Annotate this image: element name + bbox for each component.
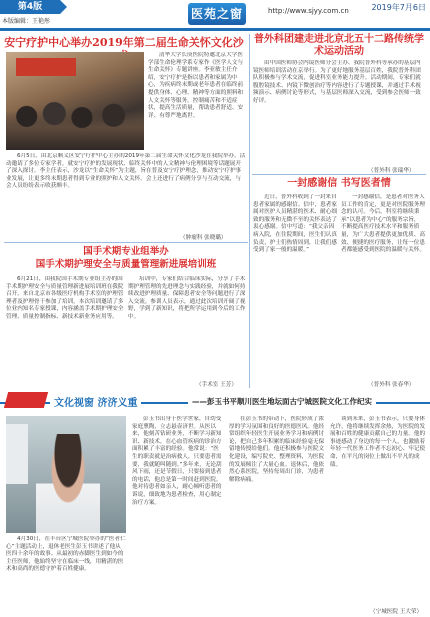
article4-body-left: 6月21日，由我院国手术期专业组主办的国手术期护理安全与质量管理新进展培训班在我院召开。来自北京市各级医疗机构手术室的护理管理者及护理骨干参加了培训。本次培训邀请了多位业内知名专家授课，内容涵盖手术期护理安全管理、质量控制指标、新技术新业务应用等。	[6, 276, 124, 320]
doctor-portrait	[36, 434, 100, 533]
feature-body-col1: 4月30日，在丰台区宁城医院举办的“医者仁心”主题活动上，退休老医生彭玉书讲述了他从医四十余年的故事。从最初的赤脚医生到如今的主任医师，他始终坚守在临床一线，用精湛的医术和高尚的医德守护着百姓健康。	[6, 536, 126, 573]
doctor-photo	[6, 416, 126, 533]
audience-silhouettes	[6, 94, 144, 150]
feature-title: ——彭玉书平顺川医生地坛面古宁城医院文化工作纪实	[188, 396, 376, 407]
feature-banner	[0, 392, 430, 412]
column-divider	[249, 34, 250, 388]
article2-body: 由中国医师协会内镜医师分会主办、我院普外科等承办的基层内镜医师培训活动在京举行。为了更好地服务基层百姓，我院普外科团队积极参与学术交流，促进科室业务能力提升。活动期间，专家们就腹腔镜技术、内镜下微创治疗等内容进行了专题授课，并通过手术视频演示、病例讨论等形式，与基层医师深入交流，受到参会医师一致好评。	[253, 60, 421, 104]
banner-tag-shape	[4, 392, 48, 408]
feature-body-col2: 彭玉书出身于医学世家，自幼受家庭熏陶，立志悬壶济世。从医以来，他刻苦钻研业务，不断学习新知识、新技术，在心血管疾病的诊治方面积累了丰富的经验。他常说：“医生的职责就是治病救人，只要患者需要，我就随叫随到。”多年来，无论刮风下雨，还是节假日，只要接到患者的电话，他总是第一时间赶到医院。他对待患者如亲人，耐心倾听患者的诉说，细致地为患者检查，用心制定治疗方案。	[132, 416, 222, 506]
feature-body-col4: 谈到未来，彭玉书表示，只要身体允许，他将继续发挥余热，为医院的发展和百姓的健康贡献自己的力量。他的事迹感动了身边的每一个人，也激励着年轻一代医务工作者不忘初心、牢记使命，在平凡的岗位上做出不平凡的成绩。	[330, 416, 426, 468]
article3-title: 一封感谢信 书写医者情	[287, 178, 391, 189]
masthead	[0, 0, 430, 30]
feature-credit: （宁城医院 王大荣）	[370, 609, 423, 615]
article3-body-right: 一封感谢信，是患者对医务人员工作的肯定，更是对医院服务理念的认可。今后，科室将继续秉承“以患者为中心”的服务宗旨，不断提高医疗技术水平和服务质量，为广大患者提供更加优质、高效、便捷的医疗服务，让每一位患者都能感受到医院的温暖与关怀。	[341, 194, 425, 254]
section-divider	[252, 174, 426, 175]
issue-date: 2019年7月6日	[371, 3, 426, 12]
feature-body-col3: 在彭玉书的带动下，医院形成了浓厚的学习氛围和良好的医德医风。他经常组织年轻医生开展业务学习和病例讨论，把自己多年积累的临床经验毫无保留地传授给他们。他还积极参与医院文化建设，编写院史、整理资料，为医院的发展倾注了大量心血。退休后，他依然心系医院，坚持每周出门诊，为患者解除病痛。	[229, 416, 325, 483]
article2-title: 普外科团建走进北京北五十二路传统学术运动活动	[254, 34, 424, 57]
feature-kicker: 文化视窗 济济义重	[50, 394, 141, 409]
website-url[interactable]: http://www.sjyy.com.cn	[268, 7, 349, 15]
page-number-tab: 第4版	[0, 0, 60, 14]
article1-credit: （肿瘤科 张晓璐）	[180, 235, 227, 241]
article4-credit: （手术室 王芳）	[196, 382, 237, 388]
article4-body-right: 培训中，专家们结合临床实际，分享了手术期护理管理的先进理念与实践经验，并就如何持续改进护理质量、保障患者安全等问题进行了深入交流。参训人员表示，通过此次培训开阔了视野，学到了新知识，将把所学运用到今后的工作中。	[128, 276, 246, 320]
section-divider	[4, 242, 248, 243]
photo-background-shelf	[6, 424, 28, 484]
article2-credit: （普外科 张瑞华）	[368, 168, 415, 174]
section-logo: 医苑之窗	[188, 3, 246, 25]
header-rule	[0, 28, 430, 31]
article4-title-line2: 国手术期护理安全与质量管理新进展培训班	[35, 259, 217, 270]
article1-title: 安宁疗护中心举办2019年第二届生命关怀文化沙	[4, 36, 244, 49]
article3-credit: （普外科 张春华）	[368, 382, 415, 388]
photo-banner	[16, 58, 76, 76]
editor-line: 本版编辑：王艳彤	[2, 18, 51, 25]
article3-body-left: 近日，普外科收到了一封来自患者家属的感谢信。信中，患者家属对医护人员精湛的医术、耐心细致的服务和无微不至的关怀表达了衷心感谢。信中写道：“我父亲因病入院，在住院期间，医生们认真负责，护士们热情周到，让我们感受到了家一般的温暖。”	[253, 194, 337, 254]
article1-photo	[6, 52, 144, 150]
article4-title-line1: 国手术期专业组举办	[83, 246, 169, 257]
article1-text-main: 6月5日，由北京顺义区安宁疗护中心主办的2019年第二届生命关怀文化沙龙在我院举办。活动邀请了多位专家学者，就安宁疗护的发展现状、临终关怀中的人文精神与伦理困境等话题展开了深入探讨。李主任表示，沙龙以“生命关怀”为主题，旨在普及安宁疗护理念，推动安宁疗护事业发展，让更多终末期患者得到专业的照护和人文关怀。会上还进行了病例分享与互动交流，与会人员纷纷表示收获颇丰。	[6, 153, 246, 190]
article1-text-right: 清华大学长庚医院特邀北京大学医学部生命伦理学系专家作《医学人文与生命关怀》专题讲座。李亚敏主任介绍，安宁疗护是指以患者和家属为中心，为疾病终末期或老年患者在临终前提供身体、心理、精神等方面的照料和人文关怀等服务，控制痛苦和不适症状，提高生活质量，帮助患者舒适、安详、有尊严地离世。	[148, 52, 244, 119]
